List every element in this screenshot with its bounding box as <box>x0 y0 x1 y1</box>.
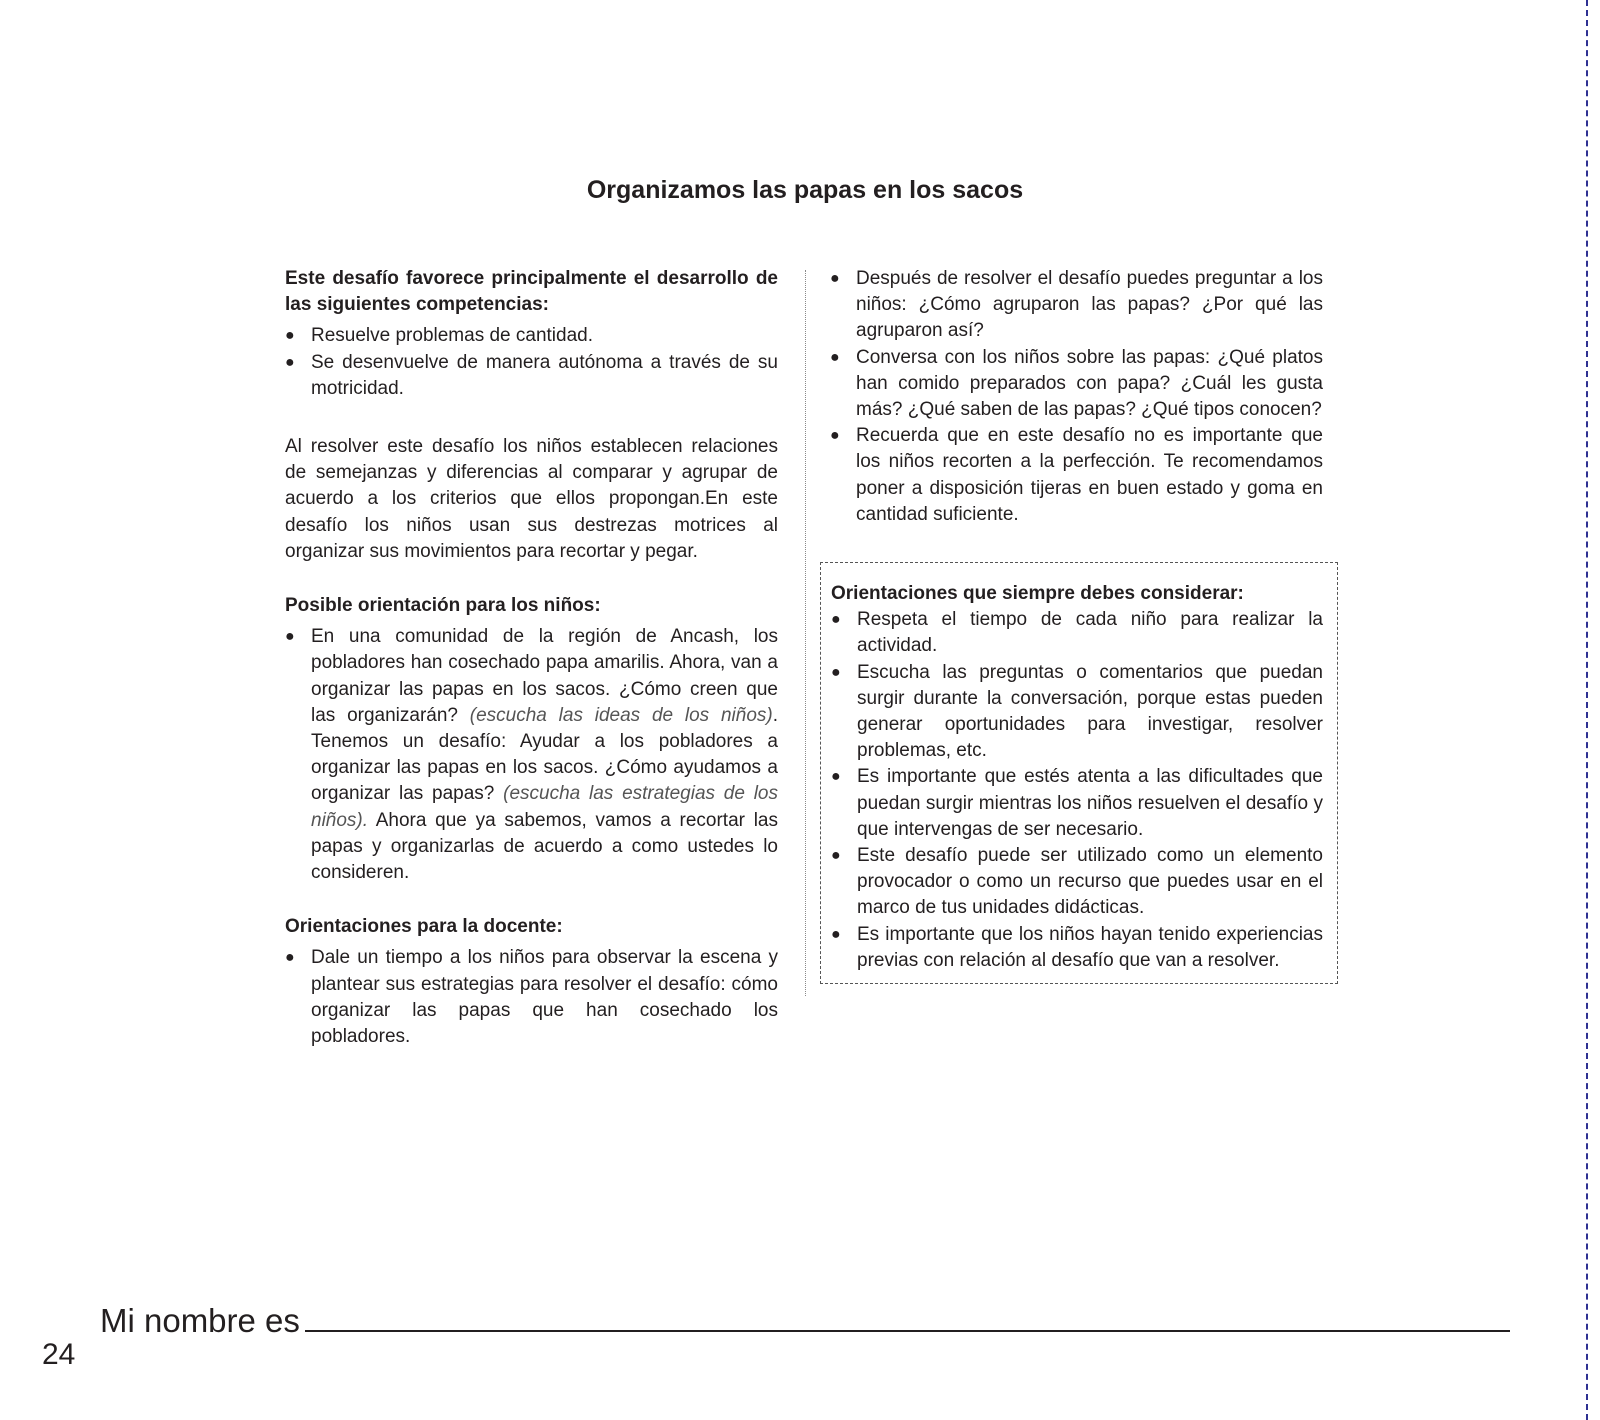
list-item: ● Recuerda que en este desafío no es importante que los niños recorten a la perfección. Te recomendamos poner a disposición tijeras en buen estado y goma en cantidad suficiente. <box>830 425 1323 525</box>
orientacion-docente-list <box>285 945 778 1050</box>
docente-questions-list <box>830 266 1323 528</box>
considerations-list <box>831 607 1323 974</box>
orientacion-ninos-list <box>285 624 778 886</box>
right-column <box>830 266 1323 528</box>
bullet-icon: ● <box>831 611 841 629</box>
bullet-icon: ● <box>285 353 295 371</box>
competencias-heading: Este desafío favorece principalmente el desarrollo de las siguientes competencias: <box>285 268 778 316</box>
orientacion-docente-heading: Orientaciones para la docente: <box>285 916 563 938</box>
bullet-icon: ● <box>830 270 840 287</box>
list-item: ● Dale un tiempo a los niños para observar la escena y plantear sus estrategias para resolver el desafío: cómo organizar las papas que han cosechado los pobladores. <box>285 947 778 1048</box>
list-item: ● Escucha las preguntas o comentarios que puedan surgir durante la conversación, porque estas pueden generar oportunidades para investigar, resolver problemas, etc. <box>831 661 1323 762</box>
list-item: ● Respeta el tiempo de cada niño para realizar la actividad. <box>831 609 1323 657</box>
bullet-icon: ● <box>831 925 841 943</box>
teacher-note: (escucha las estrategias de los niños). <box>311 783 778 831</box>
list-item: ● Se desenvuelve de manera autónoma a través de su motricidad. <box>285 351 778 399</box>
bullet-icon: ● <box>831 768 841 786</box>
page-title: Organizamos las papas en los sacos <box>586 176 1024 204</box>
list-item: ● Resuelve problemas de cantidad. <box>285 323 778 349</box>
list-item: ● Es importante que estés atenta a las dificultades que puedan surgir mientras los niños resuelven el desafío y que intervengas de ser necesario. <box>831 766 1323 840</box>
bullet-icon: ● <box>285 949 295 967</box>
bullet-icon: ● <box>285 327 295 345</box>
cut-line <box>1586 0 1588 1420</box>
list-item: ● Después de resolver el desafío puedes preguntar a los niños: ¿Cómo agruparon las papas? ¿Por qué las agruparon así? <box>830 268 1323 342</box>
list-item: ● Conversa con los niños sobre las papas: ¿Qué platos han comido preparados con papa? ¿Cuál les gusta más? ¿Qué saben de las papas? ¿Qué tipos conocen? <box>830 346 1323 421</box>
list-item: ● Este desafío puede ser utilizado como un elemento provocador o como un recurso que puedes usar en el marco de tus unidades didácticas. <box>831 845 1323 919</box>
list-item: ● Es importante que los niños hayan tenido experiencias previas con relación al desafío que van a resolver. <box>831 923 1323 971</box>
left-column <box>285 266 778 1050</box>
bullet-icon: ● <box>830 427 840 445</box>
page-number: 24 <box>42 1338 76 1371</box>
competencias-list <box>285 323 778 402</box>
bullet-icon: ● <box>831 847 841 865</box>
name-label: Mi nombre es <box>100 1302 300 1339</box>
bullet-icon: ● <box>830 348 840 366</box>
considerations-box <box>820 562 1338 984</box>
column-divider <box>805 270 806 996</box>
bullet-icon: ● <box>285 628 295 646</box>
considerations-heading: Orientaciones que siempre debes considerar: <box>831 583 1244 604</box>
list-item: ● En una comunidad de la región de Ancash, los pobladores han cosechado papa amarilis. Ahora, van a organizar las papas en los sacos. ¿Cómo creen que las organizarán? (escucha las ideas de los niños). Tenemos un desafío: Ayudar a los pobladores a organizar las papas en los sacos. ¿Cómo ayudamos a organizar las papas? (escucha las estrategias de los niños). Ahora que ya sabemos, vamos a recortar las papas y organizarlas de acuerdo a como ustedes lo consideren. <box>285 626 778 884</box>
teacher-note: (escucha las ideas de los niños) <box>469 704 773 726</box>
name-write-line[interactable] <box>305 1330 1510 1332</box>
orientacion-ninos-heading: Posible orientación para los niños: <box>285 595 601 617</box>
intro-paragraph: Al resolver este desafío los niños establecen relaciones de semejanzas y diferencias al comparar y agrupar de acuerdo a los criterios que ellos propongan.En este desafío los niños usan sus destrezas motrices al organizar sus movimientos para recortar y pegar. <box>285 436 778 562</box>
bullet-icon: ● <box>831 663 841 681</box>
